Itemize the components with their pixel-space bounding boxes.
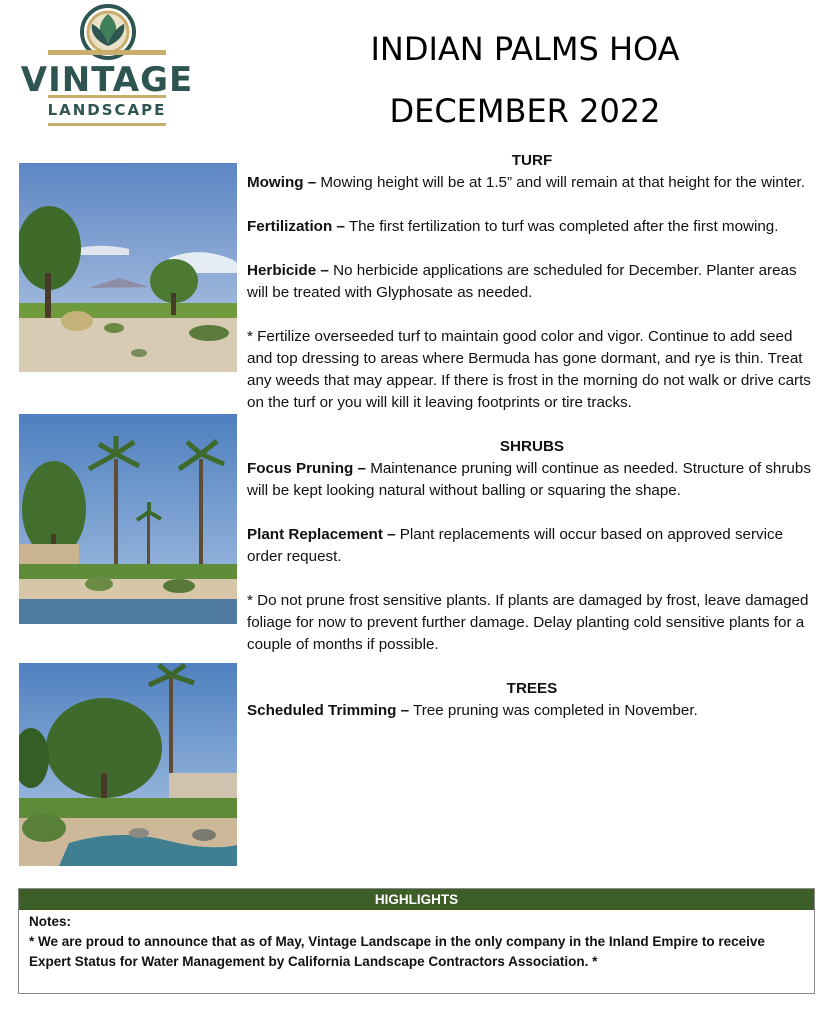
label-fertilization: Fertilization –: [247, 218, 345, 235]
text-herbicide: No herbicide applications are scheduled for December. Planter areas will be treated with Glyphosate as needed.: [247, 262, 797, 301]
vintage-landscape-logo: [18, 2, 196, 134]
notes-text: * We are proud to announce that as of May, Vintage Landscape in the only company in the Inland Empire to receive Expert Status for Water Management by California Landscape Contractors Association. *: [29, 934, 765, 969]
text-focus-pruning: Maintenance pruning will continue as needed. Structure of shrubs will be kept looking natural without balling or squaring the shape.: [247, 460, 811, 499]
paragraph-focus-pruning: [247, 458, 817, 502]
label-focus-pruning: Focus Pruning –: [247, 460, 366, 477]
photo-turf-landscape: [19, 163, 237, 372]
section-heading-shrubs: SHRUBS: [499, 438, 565, 455]
photo-trees-stream: [19, 663, 237, 866]
page-title: INDIAN PALMS HOA: [370, 30, 680, 68]
highlights-body: [19, 910, 814, 972]
photo-palms-pond: [19, 414, 237, 624]
label-mowing: Mowing –: [247, 174, 317, 191]
paragraph-plant-replacement: [247, 524, 817, 568]
paragraph-mowing: [247, 172, 817, 194]
paragraph-fertilization: [247, 216, 817, 238]
text-mowing: Mowing height will be at 1.5” and will remain at that height for the winter.: [316, 174, 805, 191]
paragraph-shrubs-note: * Do not prune frost sensitive plants. If plants are damaged by frost, leave damaged foliage for now to prevent further damage. Delay planting cold sensitive plants for a couple of months if possible.: [247, 592, 809, 653]
text-scheduled-trimming: Tree pruning was completed in November.: [409, 702, 698, 719]
highlights-heading: HIGHLIGHTS: [19, 889, 814, 910]
section-heading-trees: TREES: [506, 680, 558, 697]
label-herbicide: Herbicide –: [247, 262, 329, 279]
paragraph-scheduled-trimming: [247, 700, 817, 722]
logo-brand-top: VINTAGE: [20, 60, 194, 100]
paragraph-turf-note: * Fertilize overseeded turf to maintain good color and vigor. Continue to add seed and top dressing to areas where Bermuda has gone dormant, and rye is thin. Treat any weeds that may appear. If there is frost in the morning do not walk or drive carts on the turf or you will kill it leaving footprints or tire tracks.: [247, 328, 811, 411]
notes-label: Notes:: [29, 914, 72, 929]
label-scheduled-trimming: Scheduled Trimming –: [247, 702, 410, 719]
paragraph-herbicide: [247, 260, 817, 304]
logo-brand-bottom: LANDSCAPE: [47, 101, 167, 119]
label-plant-replacement: Plant Replacement –: [247, 526, 396, 543]
highlights-box: [18, 888, 815, 994]
section-heading-turf: TURF: [511, 152, 553, 169]
text-fertilization: The first fertilization to turf was completed after the first mowing.: [344, 218, 779, 235]
newsletter-content: [247, 150, 817, 744]
text-plant-replacement: Plant replacements will occur based on approved service order request.: [247, 526, 784, 565]
page-subtitle-date: DECEMBER 2022: [389, 92, 661, 130]
